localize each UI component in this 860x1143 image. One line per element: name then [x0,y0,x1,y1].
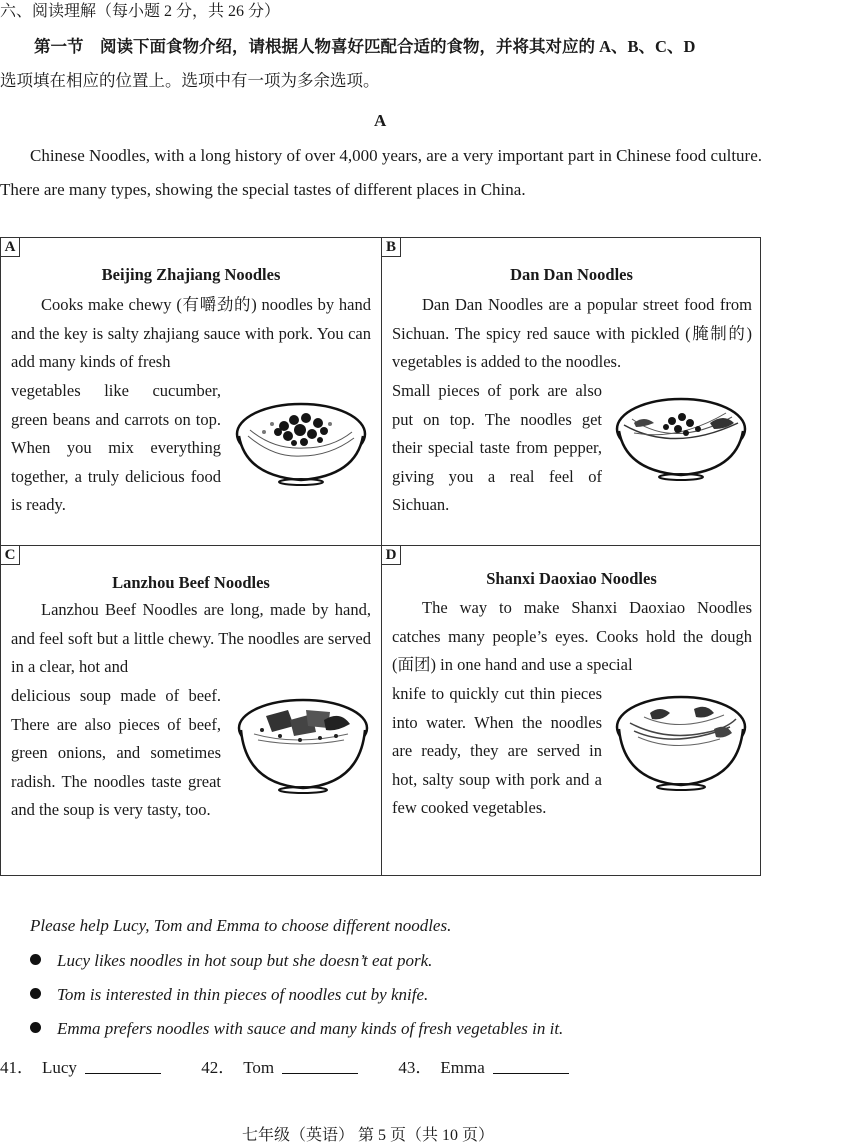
option-card-d [382,546,761,876]
preference-text: Lucy likes noodles in hot soup but she doesn’t eat pork. [57,951,433,970]
bullet-icon [30,1022,41,1033]
zhajiang-noodle-bowl-icon [234,398,369,486]
option-title-c: Lanzhou Beef Noodles [112,573,270,592]
options-table [0,237,761,876]
option-title-b: Dan Dan Noodles [510,265,633,284]
option-text-b-wrap: Small pieces of pork are also put on top. The noodles get their special taste from pepper, giving you a real feel of Sichuan. [392,381,602,515]
beef-noodle-bowl-icon [236,696,371,796]
option-letter-a: A [1,238,20,257]
preference-text: Emma prefers noodles with sauce and many kinds of fresh vegetables in it. [57,1019,564,1038]
option-text-a-full: Cooks make chewy (有嚼劲的) noodles by hand and the key is salty zhajiang sauce with pork. You can add many kinds of fresh [11,295,371,372]
preference-item [30,951,432,971]
dandan-noodle-bowl-icon [614,393,749,481]
answer-blank[interactable] [85,1060,161,1074]
option-card-a [1,238,381,545]
instruction-line-1: 第一节 阅读下面食物介绍，请根据人物喜好匹配合适的食物，并将其对应的 A、B、C、D [34,37,696,56]
answer-42: 42． Tom [201,1053,358,1078]
option-card-c [1,546,381,876]
option-text-d-wrap: knife to quickly cut thin pieces into water. When the noodles are ready, they are served in hot, salty soup with pork and a few cooked vegetables. [392,684,602,818]
option-text-c-full: Lanzhou Beef Noodles are long, made by hand, and feel soft but a little chewy. The noodles are served in a clear, hot and [11,600,371,677]
answer-row [0,1053,569,1078]
option-letter-b: B [382,238,401,257]
option-title-a: Beijing Zhajiang Noodles [101,265,281,284]
instruction-line-2: 选项填在相应的位置上。选项中有一项为多余选项。 [0,71,380,90]
option-text-b-full: Dan Dan Noodles are a popular street food from Sichuan. The spicy red sauce with pickled (腌制的) vegetables is added to the noodles. [392,295,752,372]
section-title: 六、阅读理解（每小题 2 分，共 26 分） [0,3,281,20]
answer-43: 43． Emma [398,1053,568,1078]
option-title-d: Shanxi Daoxiao Noodles [486,569,657,588]
answer-blank[interactable] [282,1060,358,1074]
option-letter-c: C [1,546,20,565]
preference-item [30,985,428,1005]
bullet-icon [30,988,41,999]
option-text-c-wrap: delicious soup made of beef. There are also pieces of beef, green onions, and sometimes radish. The noodles taste great and the soup is very tasty, too. [11,686,221,820]
option-card-b [382,238,761,545]
page-footer: 七年级（英语） 第 5 页（共 10 页） [242,1127,495,1143]
preference-item [30,1019,563,1039]
option-letter-d: D [382,546,401,565]
task-prompt: Please help Lucy, Tom and Emma to choose different noodles. [30,916,452,935]
bullet-icon [30,954,41,965]
daoxiao-noodle-bowl-icon [614,693,749,793]
passage-label: A [374,111,387,130]
passage-intro: Chinese Noodles, with a long history of over 4,000 years, are a very important part in Chinese food culture. There are many types, showing the special tastes of different places in China. [0,146,762,199]
answer-41: 41． Lucy [0,1053,161,1078]
answer-blank[interactable] [493,1060,569,1074]
preference-text: Tom is interested in thin pieces of noodles cut by knife. [57,985,429,1004]
option-text-a-wrap: vegetables like cucumber, green beans and carrots on top. When you mix everything together, a truly delicious food is ready. [11,381,221,515]
option-text-d-full: The way to make Shanxi Daoxiao Noodles catches many people’s eyes. Cooks hold the dough (面团) in one hand and use a special [392,598,752,675]
